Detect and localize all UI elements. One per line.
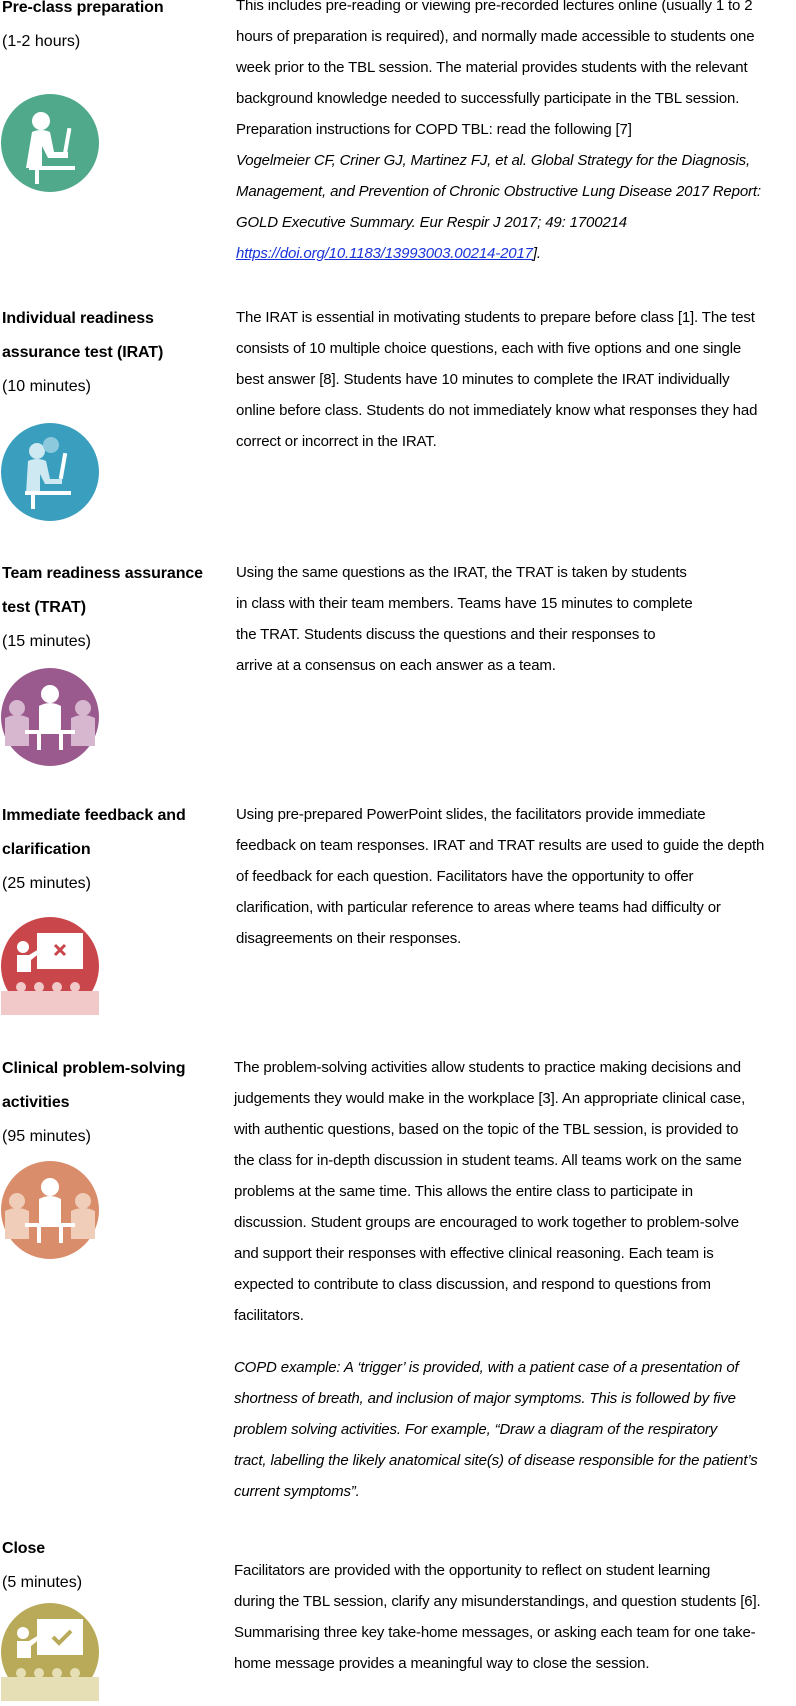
body-line: and support their responses with effective clinical reasoning. Each team is — [234, 1245, 714, 1262]
team-discussion-icon — [1, 668, 99, 766]
body-line: online before class. Students do not immediately know what responses they had — [236, 402, 758, 419]
section-duration: (95 minutes) — [2, 1128, 91, 1145]
body-line: feedback on team responses. IRAT and TRAT results are used to guide the depth — [236, 837, 765, 854]
section-title-line: activities — [2, 1094, 70, 1111]
example-line: COPD example: A ‘trigger’ is provided, with a patient case of a presentation of — [234, 1359, 739, 1376]
section-title-line: clarification — [2, 841, 91, 858]
body-line: clarification, with particular reference to areas where teams had difficulty or — [236, 899, 721, 916]
body-line: correct or incorrect in the IRAT. — [236, 433, 437, 450]
body-line: during the TBL session, clarify any misunderstandings, and question students [6]. — [234, 1593, 761, 1610]
example-line: problem solving activities. For example, “Draw a diagram of the respiratory — [234, 1421, 718, 1438]
body-line: best answer [8]. Students have 10 minutes to complete the IRAT individually — [236, 371, 730, 388]
body-line: facilitators. — [234, 1307, 304, 1324]
body-line: disagreements on their responses. — [236, 930, 462, 947]
example-line: current symptoms”. — [234, 1483, 360, 1500]
body-line: arrive at a consensus on each answer as a team. — [236, 657, 556, 674]
body-line: Preparation instructions for COPD TBL: read the following [7] — [236, 121, 632, 138]
doi-suffix: ]. — [532, 245, 541, 262]
section-title-line: Team readiness assurance — [2, 565, 203, 582]
reference-line: GOLD Executive Summary. Eur Respir J 2017; 49: 1700214 — [236, 214, 627, 231]
body-line: week prior to the TBL session. The material provides students with the relevant — [236, 59, 748, 76]
student-laptop-icon — [1, 94, 99, 192]
section-title: Pre-class preparation — [2, 0, 164, 16]
body-line: Summarising three key take-home messages, or asking each team for one take- — [234, 1624, 756, 1641]
doi-link[interactable]: https://doi.org/10.1183/13993003.00214-2017 — [236, 245, 533, 262]
body-line: Using pre-prepared PowerPoint slides, the facilitators provide immediate — [236, 806, 706, 823]
group-problem-solving-icon — [1, 1161, 99, 1259]
example-line: tract, labelling the likely anatomical site(s) of disease responsible for the patient’s — [234, 1452, 758, 1469]
body-line: background knowledge needed to successfully participate in the TBL session. — [236, 90, 740, 107]
reference-line: Vogelmeier CF, Criner GJ, Martinez FJ, et al. Global Strategy for the Diagnosis, — [236, 152, 751, 169]
doi-line — [236, 238, 796, 269]
section-title-line: test (TRAT) — [2, 599, 86, 616]
section-title: Close — [2, 1540, 46, 1557]
body-line: consists of 10 multiple choice questions, each with five options and one single — [236, 340, 742, 357]
body-line: This includes pre-reading or viewing pre-recorded lectures online (usually 1 to 2 — [236, 0, 753, 14]
body-line: the class for in-depth discussion in student teams. All teams work on the same — [234, 1152, 742, 1169]
section-title-line: Clinical problem-solving — [2, 1060, 186, 1077]
body-line: with authentic questions, based on the topic of the TBL session, is provided to — [234, 1121, 739, 1138]
reference-line: Management, and Prevention of Chronic Obstructive Lung Disease 2017 Report: — [236, 183, 761, 200]
body-line: expected to contribute to class discussion, and respond to questions from — [234, 1276, 711, 1293]
body-line: in class with their team members. Teams have 15 minutes to complete — [236, 595, 693, 612]
example-line: shortness of breath, and inclusion of major symptoms. This is followed by five — [234, 1390, 736, 1407]
body-line: problems at the same time. This allows the entire class to participate in — [234, 1183, 693, 1200]
body-line: Using the same questions as the IRAT, the TRAT is taken by students — [236, 564, 687, 581]
section-title-line: assurance test (IRAT) — [2, 344, 164, 361]
body-line: Facilitators are provided with the opportunity to reflect on student learning — [234, 1562, 711, 1579]
body-line: judgements they would make in the workplace [3]. An appropriate clinical case, — [234, 1090, 746, 1107]
section-duration: (15 minutes) — [2, 633, 91, 650]
presentation-feedback-icon — [1, 917, 99, 1015]
body-line: The IRAT is essential in motivating students to prepare before class [1]. The test — [236, 309, 755, 326]
body-line: hours of preparation is required), and normally made accessible to students one — [236, 28, 755, 45]
section-title-line: Immediate feedback and — [2, 807, 186, 824]
section-duration: (10 minutes) — [2, 378, 91, 395]
body-line: home message provides a meaningful way to close the session. — [234, 1655, 650, 1672]
section-title-line: Individual readiness — [2, 310, 154, 327]
section-duration: (25 minutes) — [2, 875, 91, 892]
body-line: discussion. Student groups are encouraged to work together to problem-solve — [234, 1214, 739, 1231]
presentation-checkmark-icon — [1, 1603, 99, 1701]
section-duration: (1-2 hours) — [2, 33, 81, 50]
section-duration: (5 minutes) — [2, 1574, 83, 1591]
body-line: of feedback for each question. Facilitators have the opportunity to offer — [236, 868, 694, 885]
body-line: The problem-solving activities allow students to practice making decisions and — [234, 1059, 741, 1076]
body-line: the TRAT. Students discuss the questions and their responses to — [236, 626, 656, 643]
individual-test-icon — [1, 423, 99, 521]
